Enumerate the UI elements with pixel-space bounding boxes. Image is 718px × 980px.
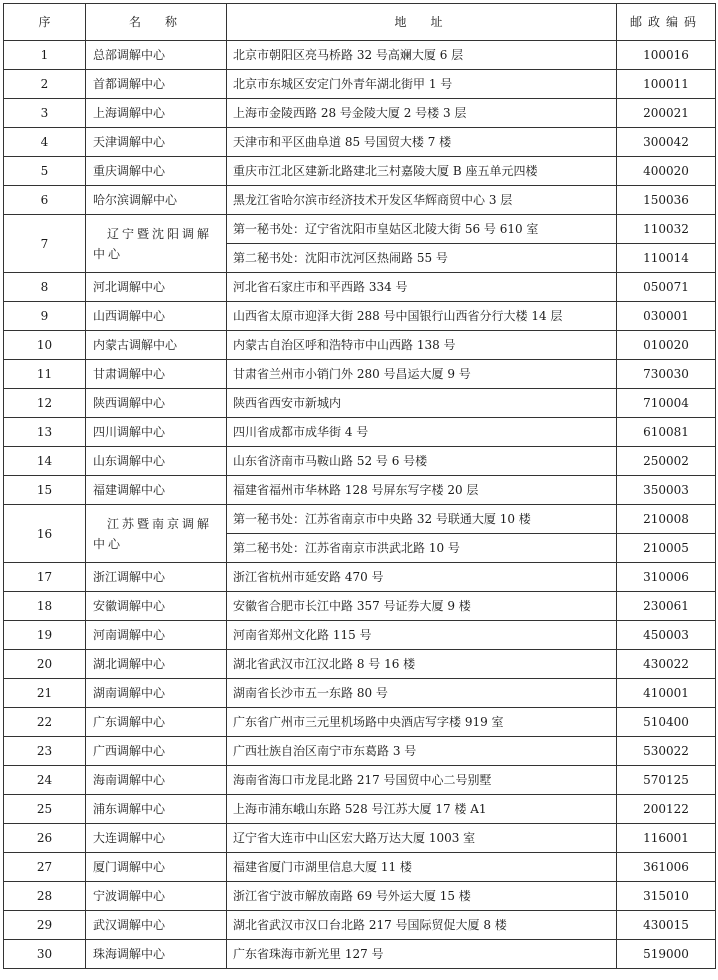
center-address: 甘肃省兰州市小销门外 280 号昌运大厦 9 号 (227, 360, 617, 389)
row-seq: 7 (4, 215, 86, 273)
row-seq: 19 (4, 621, 86, 650)
center-postcode: 030001 (617, 302, 716, 331)
table-row (4, 157, 716, 186)
table-row (4, 476, 716, 505)
center-address: 广东省广州市三元里机场路中央酒店写字楼 919 室 (227, 708, 617, 737)
center-address: 安徽省合肥市长江中路 357 号证券大厦 9 楼 (227, 592, 617, 621)
center-address: 北京市朝阳区亮马桥路 32 号高斓大厦 6 层 (227, 41, 617, 70)
center-postcode: 050071 (617, 273, 716, 302)
row-seq: 6 (4, 186, 86, 215)
row-seq: 23 (4, 737, 86, 766)
table-row (4, 186, 716, 215)
table-row (4, 331, 716, 360)
center-postcode: 100016 (617, 41, 716, 70)
row-seq: 12 (4, 389, 86, 418)
center-address: 第二秘书处：江苏省南京市洪武北路 10 号 (227, 534, 617, 563)
center-name: 内蒙古调解中心 (86, 331, 227, 360)
header-row (4, 4, 716, 41)
table-row (4, 302, 716, 331)
table-row (4, 41, 716, 70)
center-postcode: 210005 (617, 534, 716, 563)
center-name: 广东调解中心 (86, 708, 227, 737)
row-seq: 27 (4, 853, 86, 882)
center-name: 山西调解中心 (86, 302, 227, 331)
center-address: 上海市浦东峨山东路 528 号江苏大厦 17 楼 A1 (227, 795, 617, 824)
header-postcode: 邮政编码 (617, 4, 716, 41)
center-address: 广西壮族自治区南宁市东葛路 3 号 (227, 737, 617, 766)
row-seq: 28 (4, 882, 86, 911)
table-row (4, 70, 716, 99)
center-name-text: 江苏暨南京调解中心 (93, 516, 213, 551)
center-postcode: 450003 (617, 621, 716, 650)
row-seq: 4 (4, 128, 86, 157)
center-postcode: 200122 (617, 795, 716, 824)
row-seq: 3 (4, 99, 86, 128)
center-address: 陕西省西安市新城内 (227, 389, 617, 418)
table-row (4, 708, 716, 737)
center-name: 总部调解中心 (86, 41, 227, 70)
center-postcode: 570125 (617, 766, 716, 795)
row-seq: 10 (4, 331, 86, 360)
center-postcode: 110014 (617, 244, 716, 273)
center-address: 福建省福州市华林路 128 号屏东写字楼 20 层 (227, 476, 617, 505)
mediation-centers-table (3, 3, 716, 969)
table-body (4, 41, 716, 969)
table-row (4, 418, 716, 447)
center-address: 黑龙江省哈尔滨市经济技术开发区华辉商贸中心 3 层 (227, 186, 617, 215)
center-address: 辽宁省大连市中山区宏大路万达大厦 1003 室 (227, 824, 617, 853)
center-postcode: 710004 (617, 389, 716, 418)
center-postcode: 530022 (617, 737, 716, 766)
center-address: 广东省珠海市新光里 127 号 (227, 940, 617, 969)
center-name: 山东调解中心 (86, 447, 227, 476)
table-row (4, 795, 716, 824)
center-address: 天津市和平区曲阜道 85 号国贸大楼 7 楼 (227, 128, 617, 157)
header-name: 名 称 (86, 4, 227, 41)
row-seq: 22 (4, 708, 86, 737)
table-row (4, 824, 716, 853)
center-address: 浙江省宁波市解放南路 69 号外运大厦 15 楼 (227, 882, 617, 911)
table-row (4, 273, 716, 302)
center-name: 安徽调解中心 (86, 592, 227, 621)
center-postcode: 200021 (617, 99, 716, 128)
center-name: 河南调解中心 (86, 621, 227, 650)
row-seq: 30 (4, 940, 86, 969)
center-name: 海南调解中心 (86, 766, 227, 795)
row-seq: 20 (4, 650, 86, 679)
center-postcode: 100011 (617, 70, 716, 99)
center-address: 第一秘书处：辽宁省沈阳市皇姑区北陵大街 56 号 610 室 (227, 215, 617, 244)
center-postcode: 430022 (617, 650, 716, 679)
table-row (4, 940, 716, 969)
center-address: 河北省石家庄市和平西路 334 号 (227, 273, 617, 302)
center-name: 珠海调解中心 (86, 940, 227, 969)
center-address: 海南省海口市龙昆北路 217 号国贸中心二号别墅 (227, 766, 617, 795)
center-postcode: 410001 (617, 679, 716, 708)
center-name: 厦门调解中心 (86, 853, 227, 882)
center-name: 天津调解中心 (86, 128, 227, 157)
row-seq: 26 (4, 824, 86, 853)
center-name: 首都调解中心 (86, 70, 227, 99)
row-seq: 25 (4, 795, 86, 824)
center-address: 湖南省长沙市五一东路 80 号 (227, 679, 617, 708)
table-row (4, 447, 716, 476)
center-postcode: 010020 (617, 331, 716, 360)
table-row (4, 853, 716, 882)
header-seq: 序 (4, 4, 86, 41)
center-name: 湖北调解中心 (86, 650, 227, 679)
row-seq: 8 (4, 273, 86, 302)
row-seq: 17 (4, 563, 86, 592)
center-name: 福建调解中心 (86, 476, 227, 505)
row-seq: 5 (4, 157, 86, 186)
center-name: 重庆调解中心 (86, 157, 227, 186)
table-row (4, 911, 716, 940)
row-seq: 13 (4, 418, 86, 447)
table-row (4, 650, 716, 679)
center-address: 四川省成都市成华街 4 号 (227, 418, 617, 447)
center-postcode: 400020 (617, 157, 716, 186)
row-seq: 29 (4, 911, 86, 940)
center-postcode: 350003 (617, 476, 716, 505)
center-name: 宁波调解中心 (86, 882, 227, 911)
row-seq: 9 (4, 302, 86, 331)
table-row (4, 679, 716, 708)
table-row (4, 505, 716, 534)
row-seq: 1 (4, 41, 86, 70)
center-name-text: 辽宁暨沈阳调解中心 (93, 226, 213, 261)
center-address: 福建省厦门市湖里信息大厦 11 楼 (227, 853, 617, 882)
table-row (4, 99, 716, 128)
center-postcode: 116001 (617, 824, 716, 853)
center-name: 湖南调解中心 (86, 679, 227, 708)
table-row (4, 766, 716, 795)
row-seq: 16 (4, 505, 86, 563)
center-postcode: 310006 (617, 563, 716, 592)
center-postcode: 300042 (617, 128, 716, 157)
center-name: 哈尔滨调解中心 (86, 186, 227, 215)
row-seq: 2 (4, 70, 86, 99)
table-row (4, 128, 716, 157)
center-address: 浙江省杭州市延安路 470 号 (227, 563, 617, 592)
center-name (86, 215, 227, 273)
center-postcode: 230061 (617, 592, 716, 621)
center-address: 上海市金陵西路 28 号金陵大厦 2 号楼 3 层 (227, 99, 617, 128)
center-postcode: 210008 (617, 505, 716, 534)
center-address: 湖北省武汉市汉口台北路 217 号国际贸促大厦 8 楼 (227, 911, 617, 940)
center-postcode: 510400 (617, 708, 716, 737)
center-name: 大连调解中心 (86, 824, 227, 853)
center-name: 甘肃调解中心 (86, 360, 227, 389)
row-seq: 18 (4, 592, 86, 621)
center-name: 上海调解中心 (86, 99, 227, 128)
center-name: 浙江调解中心 (86, 563, 227, 592)
center-postcode: 730030 (617, 360, 716, 389)
table-row (4, 215, 716, 244)
center-address: 湖北省武汉市江汉北路 8 号 16 楼 (227, 650, 617, 679)
center-postcode: 315010 (617, 882, 716, 911)
row-seq: 15 (4, 476, 86, 505)
center-postcode: 150036 (617, 186, 716, 215)
row-seq: 11 (4, 360, 86, 389)
table-row (4, 882, 716, 911)
center-name: 河北调解中心 (86, 273, 227, 302)
table-row (4, 563, 716, 592)
center-postcode: 110032 (617, 215, 716, 244)
center-address: 第一秘书处：江苏省南京市中央路 32 号联通大厦 10 楼 (227, 505, 617, 534)
table-row (4, 621, 716, 650)
center-address: 内蒙古自治区呼和浩特市中山西路 138 号 (227, 331, 617, 360)
center-name: 浦东调解中心 (86, 795, 227, 824)
center-postcode: 250002 (617, 447, 716, 476)
table-row (4, 737, 716, 766)
table-row (4, 592, 716, 621)
table-row (4, 360, 716, 389)
center-postcode: 430015 (617, 911, 716, 940)
row-seq: 21 (4, 679, 86, 708)
row-seq: 24 (4, 766, 86, 795)
center-name: 四川调解中心 (86, 418, 227, 447)
center-address: 北京市东城区安定门外青年湖北街甲 1 号 (227, 70, 617, 99)
header-address: 地 址 (227, 4, 617, 41)
center-name: 广西调解中心 (86, 737, 227, 766)
center-address: 重庆市江北区建新北路建北三村嘉陵大厦 B 座五单元四楼 (227, 157, 617, 186)
table-row (4, 389, 716, 418)
center-name: 武汉调解中心 (86, 911, 227, 940)
center-postcode: 519000 (617, 940, 716, 969)
center-name: 陕西调解中心 (86, 389, 227, 418)
center-postcode: 361006 (617, 853, 716, 882)
center-address: 山东省济南市马鞍山路 52 号 6 号楼 (227, 447, 617, 476)
center-name (86, 505, 227, 563)
center-address: 山西省太原市迎泽大街 288 号中国银行山西省分行大楼 14 层 (227, 302, 617, 331)
row-seq: 14 (4, 447, 86, 476)
center-address: 河南省郑州文化路 115 号 (227, 621, 617, 650)
center-postcode: 610081 (617, 418, 716, 447)
center-address: 第二秘书处：沈阳市沈河区热闹路 55 号 (227, 244, 617, 273)
